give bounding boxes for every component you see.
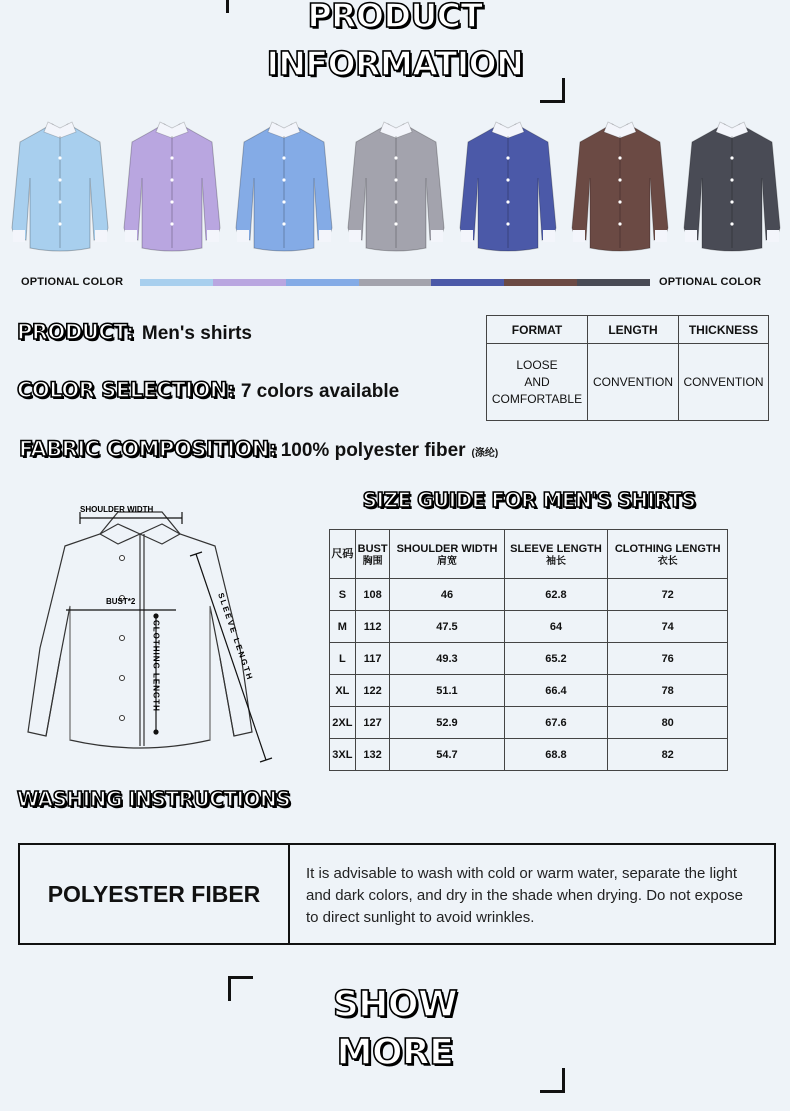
clothing-length-label: CLOTHING LENGTH	[151, 620, 161, 712]
title-information: INFORMATION	[266, 44, 524, 83]
footer-bracket-bottom-right	[540, 1068, 565, 1093]
brown-shirt	[568, 118, 672, 254]
fabric-label: FABRIC COMPOSITION:	[19, 437, 277, 461]
shirt-color-gallery	[8, 118, 782, 254]
table-row	[330, 579, 728, 611]
format-line-3: COMFORTABLE	[491, 391, 583, 406]
format-line-1: LOOSE	[516, 357, 558, 372]
size-cell: S	[330, 579, 356, 611]
size-cell: 68.8	[504, 739, 608, 771]
size-col-header-main: BUST	[357, 542, 388, 555]
size-cell: 62.8	[504, 579, 608, 611]
color-swatch-7	[577, 279, 650, 286]
size-cell: 76	[608, 643, 728, 675]
table-row	[330, 707, 728, 739]
color-swatch-5	[431, 279, 504, 286]
table-row	[330, 611, 728, 643]
size-col-header-sub: 肩宽	[436, 555, 457, 567]
product-line	[17, 320, 252, 345]
size-col-header-sub: 胸围	[362, 555, 383, 567]
product-value: Men's shirts	[141, 323, 252, 344]
size-cell: 2XL	[330, 707, 356, 739]
size-cell: 67.6	[504, 707, 608, 739]
size-cell: XL	[330, 675, 356, 707]
size-cell: L	[330, 643, 356, 675]
size-cell: 127	[355, 707, 390, 739]
size-col-header-3	[390, 530, 504, 579]
size-cell: 51.1	[390, 675, 504, 707]
size-cell: 80	[608, 707, 728, 739]
fabric-line	[19, 437, 498, 462]
grey-shirt	[344, 118, 448, 254]
title-product: PRODUCT	[307, 0, 483, 35]
color-swatch-2	[213, 279, 286, 286]
format-value	[487, 344, 588, 421]
color-selection-value: 7 colors available	[240, 381, 400, 402]
show-more-line2: MORE	[336, 1032, 454, 1073]
product-label: PRODUCT:	[17, 320, 134, 344]
size-cell: 112	[355, 611, 390, 643]
show-more-line1: SHOW	[332, 984, 458, 1025]
title-bracket-bottom-right	[540, 78, 565, 103]
fabric-value: 100% polyester fiber	[280, 440, 466, 461]
format-header: FORMAT	[487, 316, 588, 344]
size-cell: 132	[355, 739, 390, 771]
size-col-header-sub: 衣长	[657, 555, 678, 567]
size-cell: 74	[608, 611, 728, 643]
size-col-header-main: CLOTHING LENGTH	[614, 542, 721, 555]
blue-shirt	[232, 118, 336, 254]
table-row	[330, 675, 728, 707]
size-cell: 72	[608, 579, 728, 611]
size-cell: M	[330, 611, 356, 643]
size-cell: 3XL	[330, 739, 356, 771]
size-cell: 54.7	[390, 739, 504, 771]
size-cell: 64	[504, 611, 608, 643]
washing-title: WASHING INSTRUCTIONS	[17, 787, 291, 811]
size-cell: 65.2	[504, 643, 608, 675]
size-col-header-5	[608, 530, 728, 579]
color-swatch-3	[286, 279, 359, 286]
length-header: LENGTH	[588, 316, 679, 344]
size-cell: 117	[355, 643, 390, 675]
size-guide-title: SIZE GUIDE FOR MEN'S SHIRTS	[362, 488, 696, 512]
lavender-shirt	[120, 118, 224, 254]
size-col-header-4	[504, 530, 608, 579]
color-swatch-1	[140, 279, 213, 286]
washing-text: It is advisable to wash with cold or warm water, separate the light and dark colors, and dry in the shade when drying. Do not expose to direct sunlight to avoid wrinkles.	[306, 865, 743, 926]
color-swatch-bar	[140, 279, 650, 286]
size-cell: 82	[608, 739, 728, 771]
table-row	[330, 643, 728, 675]
charcoal-shirt	[680, 118, 784, 254]
color-selection-label: COLOR SELECTION:	[17, 378, 235, 402]
washing-material: POLYESTER FIBER	[20, 845, 290, 943]
format-line-2: AND	[524, 374, 550, 389]
optional-color-label-right: OPTIONAL COLOR	[659, 276, 762, 288]
shoulder-width-label: SHOULDER WIDTH	[80, 505, 154, 514]
format-table	[486, 315, 769, 421]
size-cell: 108	[355, 579, 390, 611]
size-cell: 49.3	[390, 643, 504, 675]
size-col-header-main: SLEEVE LENGTH	[510, 542, 602, 555]
size-cell: 46	[390, 579, 504, 611]
table-row	[330, 739, 728, 771]
size-cell: 78	[608, 675, 728, 707]
thickness-header: THICKNESS	[679, 316, 769, 344]
fabric-note: (涤纶)	[471, 448, 499, 459]
size-col-header-main: SHOULDER WIDTH	[396, 542, 498, 555]
size-cell: 52.9	[390, 707, 504, 739]
thickness-value: CONVENTION	[679, 344, 769, 421]
size-cell: 47.5	[390, 611, 504, 643]
washing-box	[18, 843, 776, 945]
shirt-measurement-diagram	[20, 498, 280, 773]
size-cell: 122	[355, 675, 390, 707]
color-swatch-4	[359, 279, 432, 286]
length-value: CONVENTION	[588, 344, 679, 421]
size-col-header-main: 尺码	[331, 548, 354, 560]
bust-label: BUST*2	[106, 597, 136, 606]
sleeve-length-label: SLEEVE LENGTH	[216, 591, 255, 683]
size-cell: 66.4	[504, 675, 608, 707]
color-selection-line	[17, 378, 399, 403]
navy-shirt	[456, 118, 560, 254]
size-col-header-sub: 袖长	[545, 555, 566, 567]
size-col-header-2	[355, 530, 390, 579]
optional-color-label-left: OPTIONAL COLOR	[21, 276, 124, 288]
size-col-header-1	[330, 530, 356, 579]
color-swatch-6	[504, 279, 577, 286]
light-blue-shirt	[8, 118, 112, 254]
size-guide-table	[329, 529, 728, 771]
